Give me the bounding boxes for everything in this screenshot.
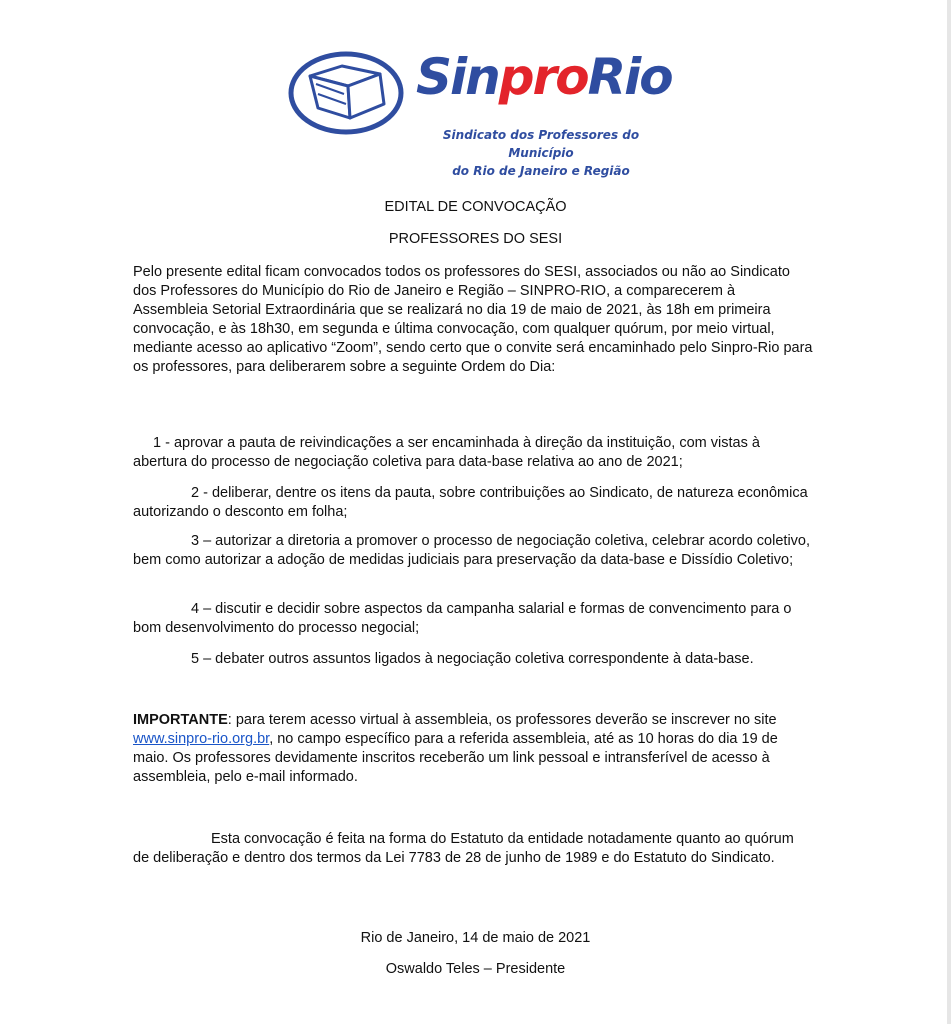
- important-label: IMPORTANTE: [133, 712, 228, 728]
- document-title: EDITAL DE CONVOCAÇÃO: [384, 199, 567, 215]
- open-book-emblem-icon: [288, 50, 406, 136]
- intro-paragraph: Pelo presente edital ficam convocados todos os professores do SESI, associados ou não ao Sindicato dos Professores do Município do Rio de Janeiro e Região – SINPRO-RIO, a comparecerem à Assembleia Setorial Extraordinária que se realizará no dia 19 de maio de 2021, às 18h em primeira convocação, e às 18h30, em segunda e última convocação, com qualquer quórum, por meio virtual, mediante acesso ao aplicativo “Zoom”, sendo certo que o convite será encaminhado pelo Sinpro-Rio para os professores, para deliberarem sobre a seguinte Ordem do Dia:: [133, 264, 813, 375]
- signature-line: Oswaldo Teles – Presidente: [385, 961, 566, 977]
- sinpro-site-link[interactable]: www.sinpro-rio.org.br: [133, 731, 270, 747]
- tagline-line-2: do Rio de Janeiro e Região: [452, 164, 630, 178]
- brand-tagline: [426, 126, 656, 180]
- brand-wordmark: SinproRio: [416, 48, 672, 106]
- document-subtitle: PROFESSORES DO SESI: [388, 231, 563, 247]
- closing-paragraph: Esta convocação é feita na forma do Estatuto da entidade notadamente quanto ao quórum de deliberação e dentro dos termos da Lei 7783 de 28 de junho de 1989 e do Estatuto do Sindicato.: [133, 831, 794, 866]
- page-edge: [947, 0, 951, 1024]
- agenda-item-1: 1 - aprovar a pauta de reivindicações a ser encaminhada à direção da instituição, com vistas à abertura do processo de negociação coletiva para data-base relativa ao ano de 2021;: [133, 435, 760, 470]
- agenda-item-4: 4 – discutir e decidir sobre aspectos da campanha salarial e formas de convencimento para o bom desenvolvimento do processo negocial;: [133, 601, 792, 636]
- agenda-item-3: 3 – autorizar a diretoria a promover o processo de negociação coletiva, celebrar acordo coletivo, bem como autorizar a adoção de medidas judiciais para preservação da data-base e Dissídio Coletivo;: [133, 533, 811, 568]
- important-notice: IMPORTANTE: para terem acesso virtual à assembleia, os professores deverão se inscrever no site www.sinpro-rio.org.br, no campo específico para a referida assembleia, até as 10 horas do dia 19 de maio. Os professores devidamente inscritos receberão um link pessoal e intransferível de acesso à assembleia, pelo e-mail informado.: [133, 712, 778, 785]
- agenda-item-2: 2 - deliberar, dentre os itens da pauta, sobre contribuições ao Sindicato, de natureza econômica autorizando o desconto em folha;: [133, 485, 808, 520]
- sinpro-rio-logo: [288, 48, 672, 178]
- agenda-item-5: 5 – debater outros assuntos ligados à negociação coletiva correspondente à data-base.: [191, 651, 754, 667]
- date-line: Rio de Janeiro, 14 de maio de 2021: [360, 930, 591, 946]
- tagline-line-1: Sindicato dos Professores do Município: [442, 128, 640, 160]
